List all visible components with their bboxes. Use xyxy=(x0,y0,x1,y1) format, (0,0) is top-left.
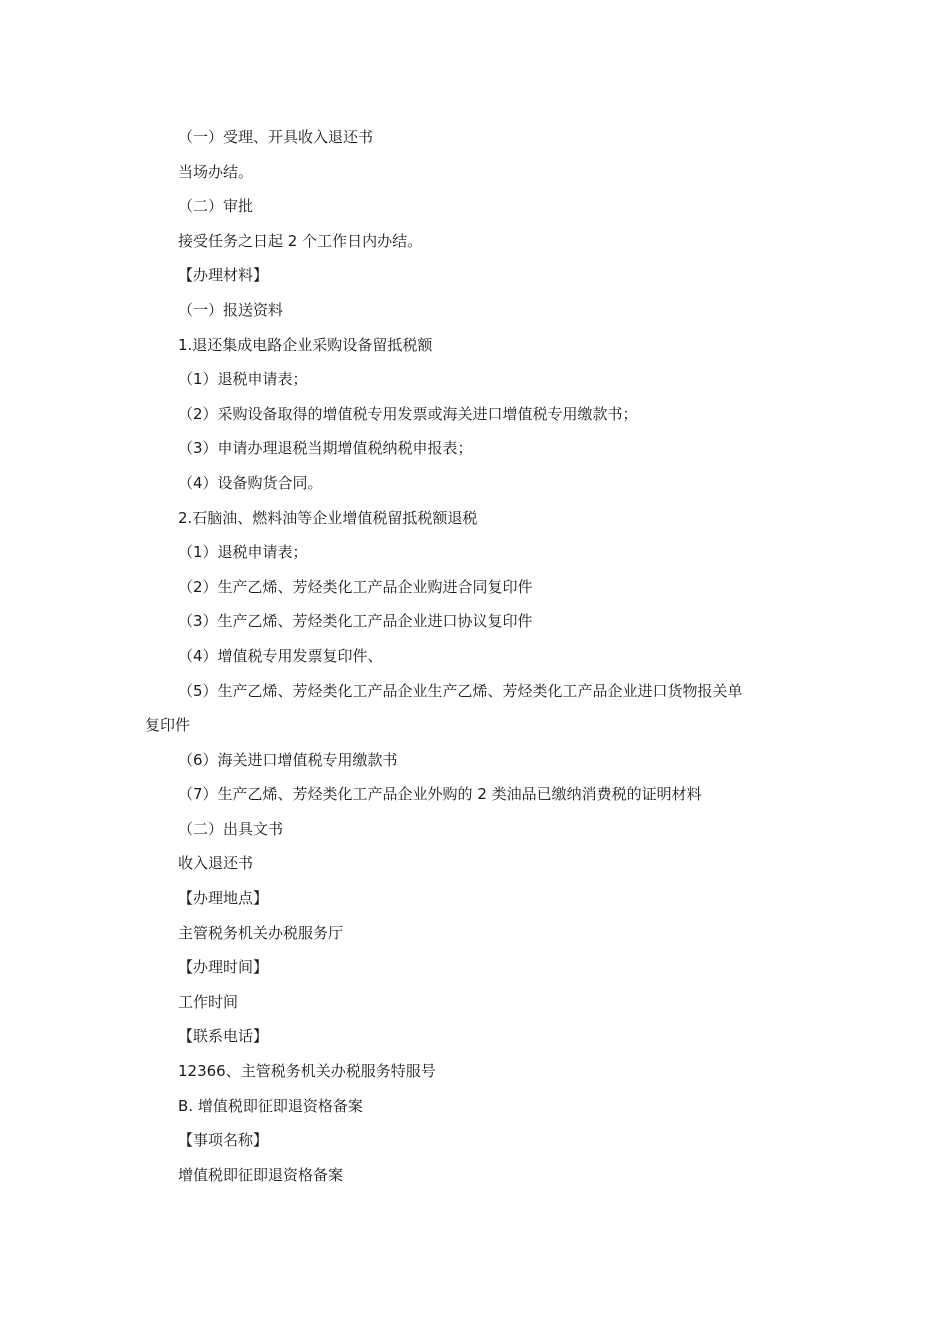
section-item-name: 【事项名称】 xyxy=(178,1131,269,1150)
section-hours: 【办理时间】 xyxy=(178,958,269,977)
section-phone: 【联系电话】 xyxy=(178,1027,269,1046)
subheading-submit-materials: （一）报送资料 xyxy=(178,300,284,319)
subheading-accept: （一）受理、开具收入退还书 xyxy=(178,128,374,146)
subheading-issue-documents: （二）出具文书 xyxy=(178,819,284,838)
paragraph-item-b-title: B. 增值税即征即退资格备案 xyxy=(178,1096,363,1115)
paragraph-hours: 工作时间 xyxy=(178,992,239,1011)
list-item: （1）退税申请表； xyxy=(178,543,308,562)
paragraph-ic-refund: 1.退还集成电路企业采购设备留抵税额 xyxy=(178,335,433,354)
list-item: （1）退税申请表； xyxy=(178,370,308,389)
list-item: （4）增值税专用发票复印件、 xyxy=(178,646,383,665)
paragraph-on-site: 当场办结。 xyxy=(178,162,254,181)
section-location: 【办理地点】 xyxy=(178,889,269,908)
list-item: （7）生产乙烯、芳烃类化工产品企业外购的 2 类油品已缴纳消费税的证明材料 xyxy=(178,785,702,804)
list-item: （6）海关进口增值税专用缴款书 xyxy=(178,750,398,769)
paragraph-phone: 12366、主管税务机关办税服务特服号 xyxy=(178,1062,436,1081)
list-item: （4）设备购货合同。 xyxy=(178,473,323,492)
paragraph-refund-document: 收入退还书 xyxy=(178,854,254,873)
list-item: （5）生产乙烯、芳烃类化工产品企业生产乙烯、芳烃类化工产品企业进口货物报关单 xyxy=(178,681,743,700)
list-item-continuation: 复印件 xyxy=(145,716,191,735)
subheading-approval: （二）审批 xyxy=(178,197,254,216)
paragraph-deadline: 接受任务之日起 2 个工作日内办结。 xyxy=(178,231,423,250)
paragraph-item-name: 增值税即征即退资格备案 xyxy=(178,1165,344,1184)
list-item: （2）采购设备取得的增值税专用发票或海关进口增值税专用缴款书； xyxy=(178,404,638,423)
list-item: （3）申请办理退税当期增值税纳税申报表； xyxy=(178,439,473,458)
section-materials: 【办理材料】 xyxy=(178,266,269,285)
document-body xyxy=(145,120,810,1192)
list-item: （3）生产乙烯、芳烃类化工产品企业进口协议复印件 xyxy=(178,612,533,631)
list-item: （2）生产乙烯、芳烃类化工产品企业购进合同复印件 xyxy=(178,577,533,596)
paragraph-naphtha-refund: 2.石脑油、燃料油等企业增值税留抵税额退税 xyxy=(178,508,478,527)
paragraph-location: 主管税务机关办税服务厅 xyxy=(178,923,344,942)
